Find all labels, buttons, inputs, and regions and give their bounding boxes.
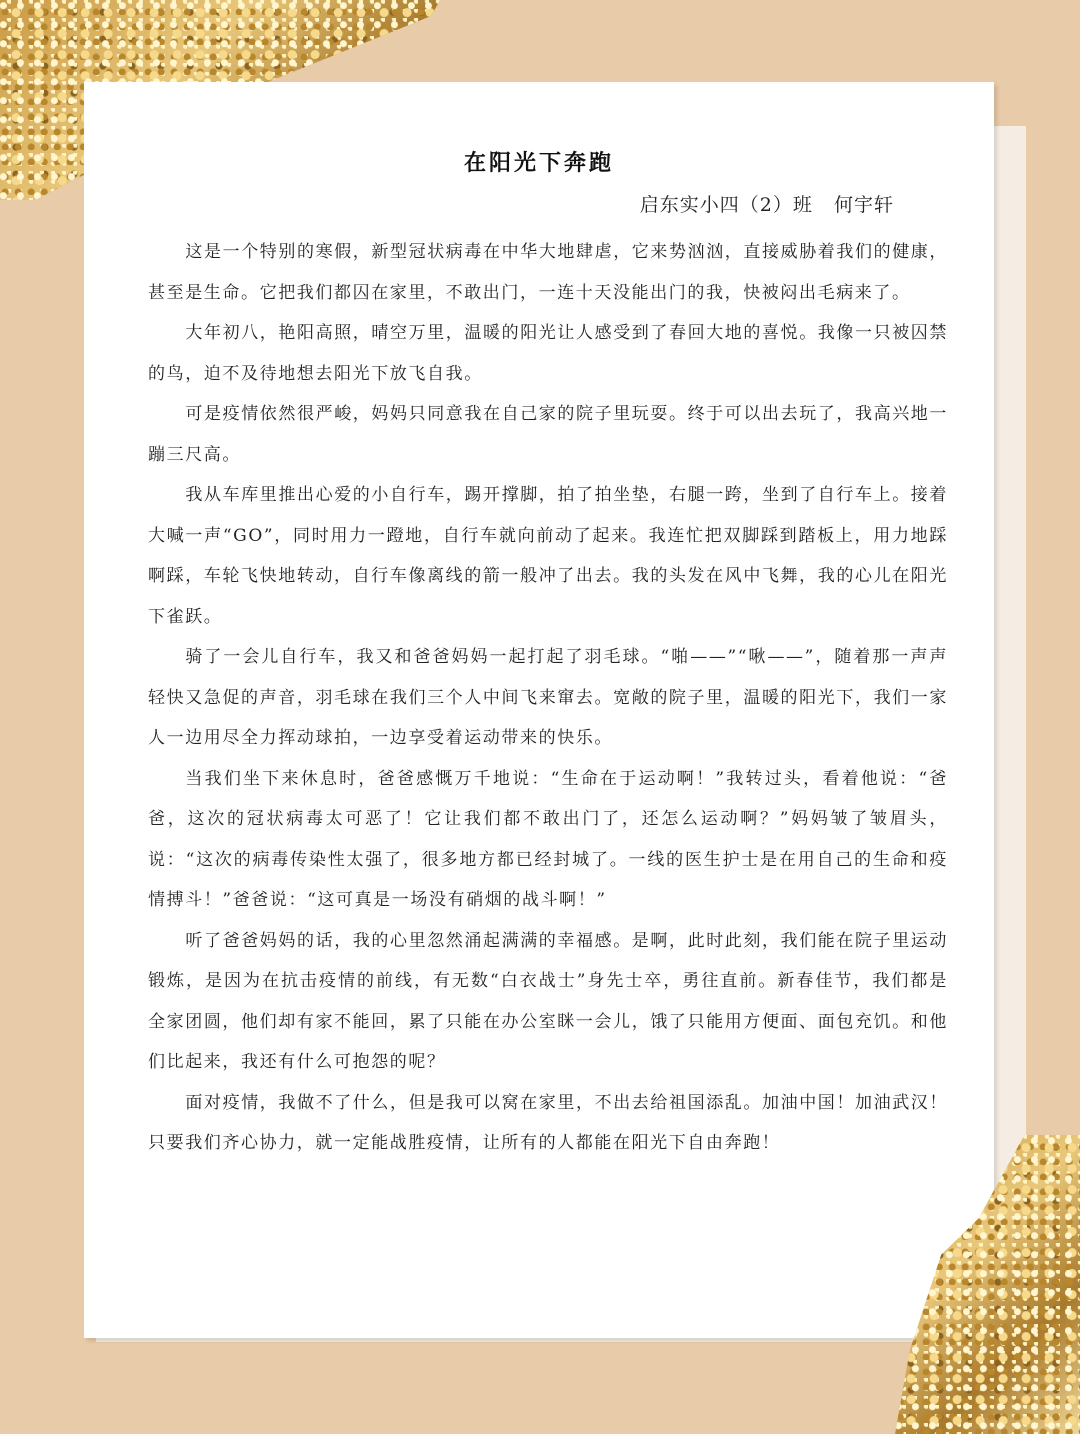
paragraph: 听了爸爸妈妈的话，我的心里忽然涌起满满的幸福感。是啊，此时此刻，我们能在院子里运动锻炼，是因为在抗击疫情的前线，有无数“白衣战士”身先士卒，勇往直前。新春佳节，我们都是全家团圆，他们却有家不能回，累了只能在办公室眯一会儿，饿了只能用方便面、面包充饥。和他们比起来，我还有什么可抱怨的呢？ — [148, 930, 948, 1072]
paragraph: 面对疫情，我做不了什么，但是我可以窝在家里，不出去给祖国添乱。加油中国！加油武汉！只要我们齐心协力，就一定能战胜疫情，让所有的人都能在阳光下自由奔跑！ — [148, 1092, 948, 1153]
essay-body — [148, 232, 948, 1164]
paragraph: 这是一个特别的寒假，新型冠状病毒在中华大地肆虐，它来势汹汹，直接威胁着我们的健康，甚至是生命。它把我们都囚在家里，不敢出门，一连十天没能出门的我，快被闷出毛病来了。 — [148, 242, 948, 303]
paragraph: 我从车库里推出心爱的小自行车，踢开撑脚，拍了拍坐垫，右腿一跨，坐到了自行车上。接着大喊一声“GO”，同时用力一蹬地，自行车就向前动了起来。我连忙把双脚踩到踏板上，用力地踩啊踩，车轮飞快地转动，自行车像离线的箭一般冲了出去。我的头发在风中飞舞，我的心儿在阳光下雀跃。 — [148, 485, 948, 627]
paragraph: 可是疫情依然很严峻，妈妈只同意我在自己家的院子里玩耍。终于可以出去玩了，我高兴地一蹦三尺高。 — [148, 404, 948, 465]
essay-paper — [84, 82, 994, 1338]
paragraph: 大年初八，艳阳高照，晴空万里，温暖的阳光让人感受到了春回大地的喜悦。我像一只被囚禁的鸟，迫不及待地想去阳光下放飞自我。 — [148, 323, 948, 384]
essay-title: 在阳光下奔跑 — [463, 150, 614, 176]
paragraph: 骑了一会儿自行车，我又和爸爸妈妈一起打起了羽毛球。“啪——”“啾——”，随着那一声声轻快又急促的声音，羽毛球在我们三个人中间飞来窜去。宽敞的院子里，温暖的阳光下，我们一家人一边用尽全力挥动球拍，一边享受着运动带来的快乐。 — [148, 647, 948, 748]
essay-author: 启东实小四（2）班 何宇轩 — [639, 194, 894, 216]
paragraph: 当我们坐下来休息时，爸爸感慨万千地说：“生命在于运动啊！”我转过头，看着他说：“爸爸，这次的冠状病毒太可恶了！它让我们都不敢出门了，还怎么运动啊？”妈妈皱了皱眉头，说：“这次的病毒传染性太强了，很多地方都已经封城了。一线的医生护士是在用自己的生命和疫情搏斗！”爸爸说：“这可真是一场没有硝烟的战斗啊！” — [148, 768, 948, 910]
